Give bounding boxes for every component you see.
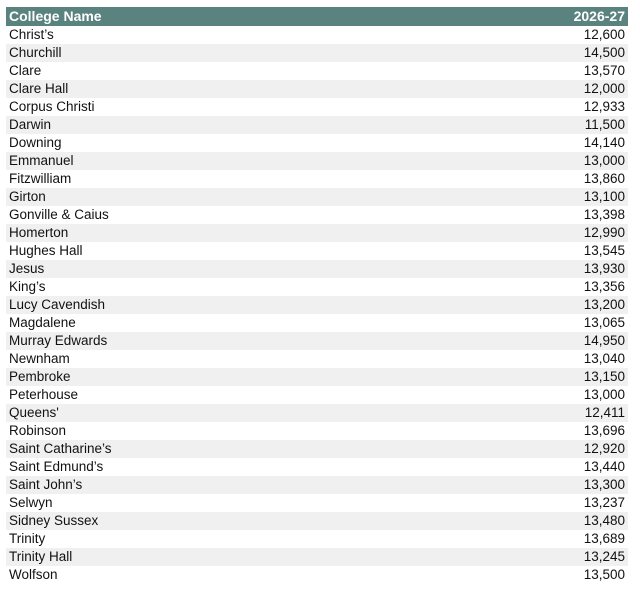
college-name-cell[interactable]: Emmanuel xyxy=(9,153,74,168)
fee-value-cell[interactable]: 14,500 xyxy=(583,45,625,60)
table-row xyxy=(6,152,628,170)
fee-value-cell[interactable]: 13,300 xyxy=(583,477,625,492)
college-name-cell[interactable]: Churchill xyxy=(9,45,62,60)
fee-value-cell[interactable]: 14,950 xyxy=(583,333,625,348)
table-row xyxy=(6,134,628,152)
fee-value-cell[interactable]: 14,140 xyxy=(583,135,625,150)
table-body xyxy=(6,26,628,584)
college-name-cell[interactable]: Saint John’s xyxy=(9,477,83,492)
college-name-cell[interactable]: Sidney Sussex xyxy=(9,513,99,528)
fee-value-cell[interactable]: 12,990 xyxy=(583,225,625,240)
college-name-cell[interactable]: Lucy Cavendish xyxy=(9,297,106,312)
college-name-cell[interactable]: Girton xyxy=(9,189,46,204)
fee-value-cell[interactable]: 13,356 xyxy=(583,279,625,294)
college-name-cell[interactable]: Saint Edmund’s xyxy=(9,459,104,474)
fee-value-cell[interactable]: 13,398 xyxy=(583,207,625,222)
college-name-cell[interactable]: Trinity Hall xyxy=(9,549,73,564)
college-name-cell[interactable]: Christ’s xyxy=(9,27,54,42)
college-name-cell[interactable]: Wolfson xyxy=(9,567,58,582)
table-row xyxy=(6,350,628,368)
fee-value-cell[interactable]: 11,500 xyxy=(584,117,625,132)
college-name-cell[interactable]: Darwin xyxy=(9,117,52,132)
college-name-cell[interactable]: Magdalene xyxy=(9,315,76,330)
table-row xyxy=(6,332,628,350)
table-header xyxy=(6,7,628,26)
fee-value-cell[interactable]: 13,689 xyxy=(583,531,625,546)
college-name-cell[interactable]: Trinity xyxy=(9,531,46,546)
fee-value-cell[interactable]: 12,933 xyxy=(583,99,625,114)
college-name-cell[interactable]: Downing xyxy=(9,135,62,150)
table-row xyxy=(6,260,628,278)
college-name-cell[interactable]: King’s xyxy=(9,279,46,294)
fee-value-cell[interactable]: 13,200 xyxy=(583,297,625,312)
college-name-cell[interactable]: Jesus xyxy=(9,261,45,276)
fee-value-cell[interactable]: 13,930 xyxy=(583,261,625,276)
table-row xyxy=(6,278,628,296)
table-row xyxy=(6,188,628,206)
fee-value-cell[interactable]: 12,920 xyxy=(583,441,625,456)
fee-value-cell[interactable]: 13,000 xyxy=(583,387,625,402)
fee-value-cell[interactable]: 12,600 xyxy=(583,27,625,42)
table-row xyxy=(6,26,628,44)
college-name-cell[interactable]: Robinson xyxy=(9,423,67,438)
college-name-cell[interactable]: Selwyn xyxy=(9,495,53,510)
college-name-cell[interactable]: Hughes Hall xyxy=(9,243,83,258)
fee-value-cell[interactable]: 13,545 xyxy=(583,243,625,258)
college-name-cell[interactable]: Queens' xyxy=(9,405,59,420)
table-row xyxy=(6,548,628,566)
table-row xyxy=(6,566,628,584)
college-name-cell[interactable]: Clare xyxy=(9,63,42,78)
fee-value-cell[interactable]: 13,696 xyxy=(583,423,625,438)
table-row xyxy=(6,170,628,188)
college-name-cell[interactable]: Peterhouse xyxy=(9,387,79,402)
fee-value-cell[interactable]: 13,065 xyxy=(583,315,625,330)
table-row xyxy=(6,494,628,512)
table-row xyxy=(6,476,628,494)
college-name-cell[interactable]: Corpus Christi xyxy=(9,99,95,114)
fee-value-cell[interactable]: 12,411 xyxy=(584,405,625,420)
college-name-cell[interactable]: Gonville & Caius xyxy=(9,207,109,222)
fee-value-cell[interactable]: 13,245 xyxy=(583,549,625,564)
fee-value-cell[interactable]: 13,040 xyxy=(583,351,625,366)
table-row xyxy=(6,80,628,98)
fee-value-cell[interactable]: 13,570 xyxy=(583,63,625,78)
table-row xyxy=(6,62,628,80)
college-name-cell[interactable]: Saint Catharine’s xyxy=(9,441,112,456)
table-row xyxy=(6,386,628,404)
college-name-cell[interactable]: Homerton xyxy=(9,225,69,240)
table-row xyxy=(6,314,628,332)
table-row xyxy=(6,116,628,134)
college-name-cell[interactable]: Clare Hall xyxy=(9,81,69,96)
table-row xyxy=(6,422,628,440)
college-fees-table-container xyxy=(6,7,628,584)
table-row xyxy=(6,242,628,260)
college-name-cell[interactable]: Fitzwilliam xyxy=(9,171,72,186)
table-row xyxy=(6,440,628,458)
table-row xyxy=(6,458,628,476)
table-row xyxy=(6,206,628,224)
fee-value-cell[interactable]: 13,100 xyxy=(583,189,625,204)
table-row xyxy=(6,296,628,314)
year-header[interactable]: 2026-27 xyxy=(466,7,628,26)
header-row xyxy=(6,7,628,26)
fee-value-cell[interactable]: 13,000 xyxy=(583,153,625,168)
fee-value-cell[interactable]: 13,150 xyxy=(583,369,625,384)
table-row xyxy=(6,512,628,530)
table-row xyxy=(6,530,628,548)
college-name-cell[interactable]: Murray Edwards xyxy=(9,333,108,348)
fee-value-cell[interactable]: 13,237 xyxy=(583,495,625,510)
fee-value-cell[interactable]: 13,480 xyxy=(583,513,625,528)
fee-value-cell[interactable]: 13,860 xyxy=(583,171,625,186)
college-fees-table xyxy=(6,7,628,584)
table-row xyxy=(6,224,628,242)
table-row xyxy=(6,368,628,386)
table-row xyxy=(6,44,628,62)
fee-value-cell[interactable]: 13,440 xyxy=(583,459,625,474)
college-name-cell[interactable]: Newnham xyxy=(9,351,70,366)
college-name-header[interactable]: College Name xyxy=(6,7,466,26)
table-row xyxy=(6,98,628,116)
college-name-cell[interactable]: Pembroke xyxy=(9,369,71,384)
table-row xyxy=(6,404,628,422)
fee-value-cell[interactable]: 12,000 xyxy=(583,81,625,96)
fee-value-cell[interactable]: 13,500 xyxy=(583,567,625,582)
